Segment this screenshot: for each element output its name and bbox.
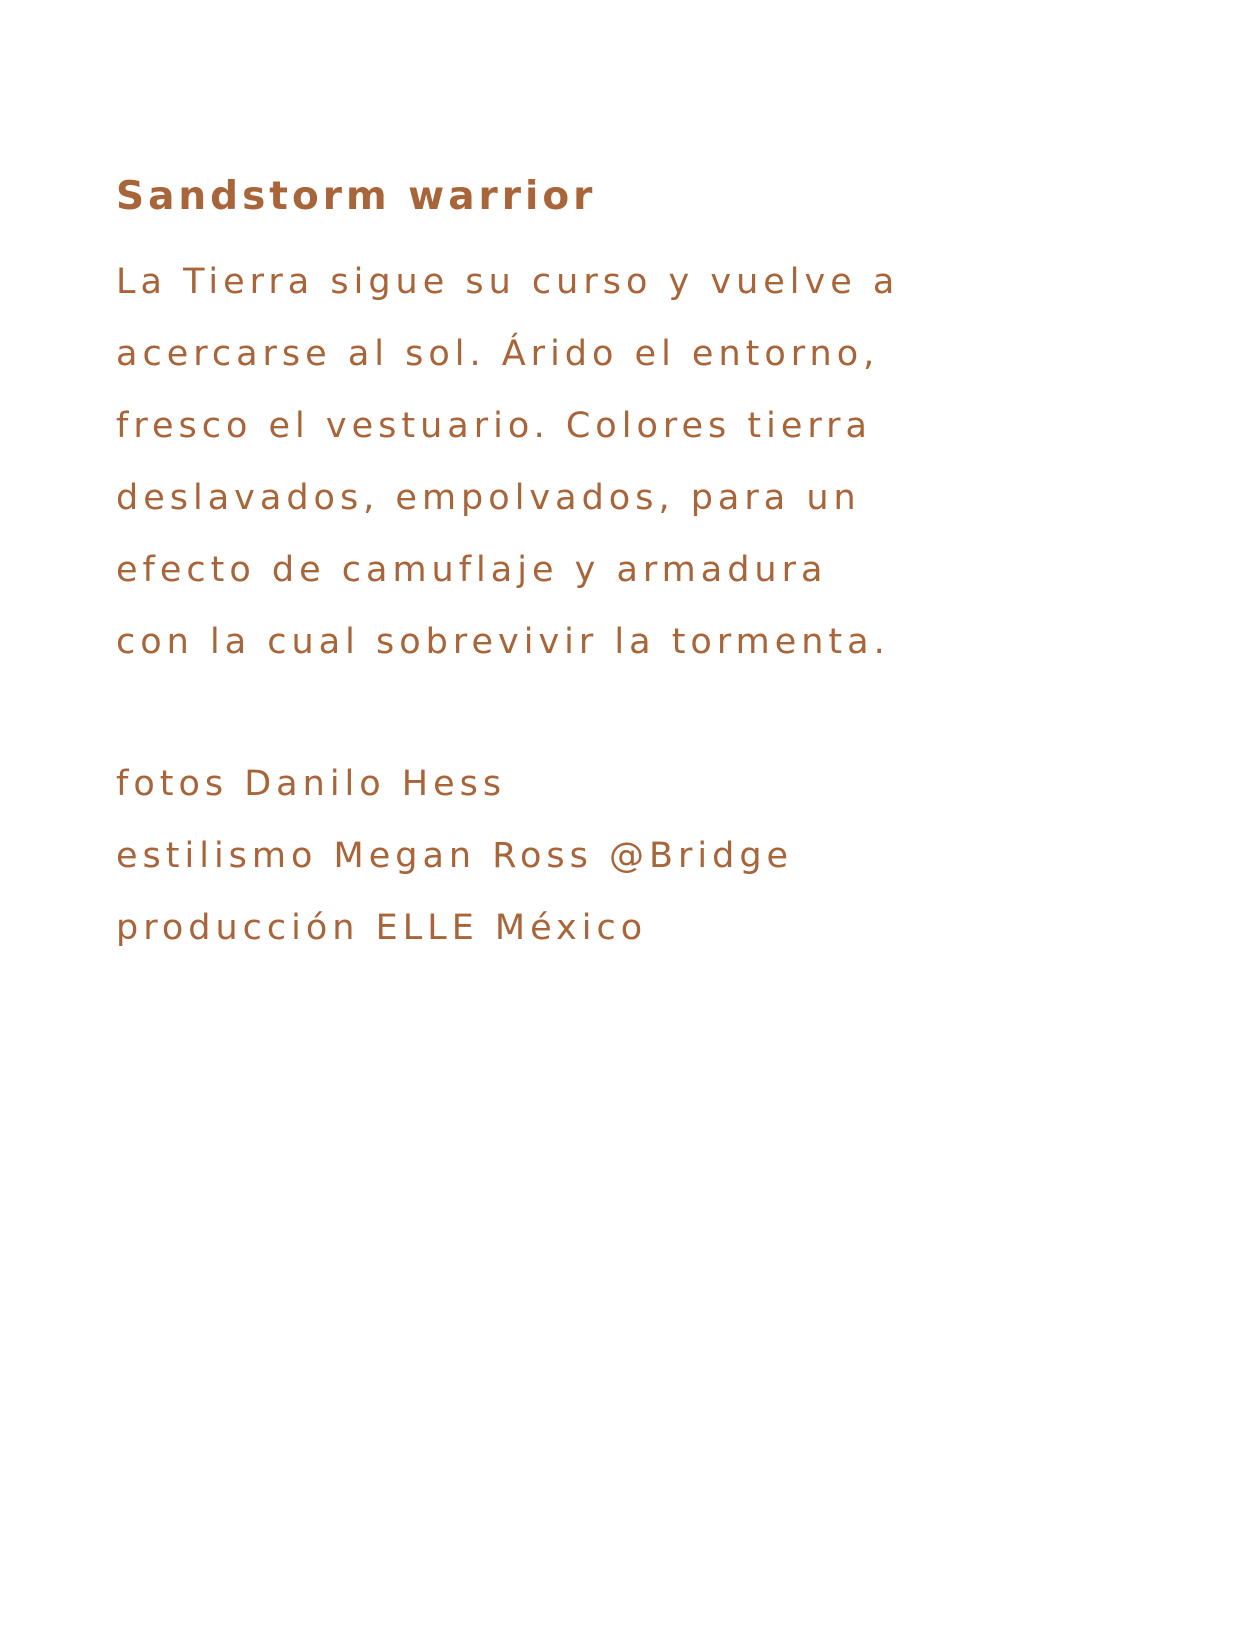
article-text-block (116, 172, 900, 964)
body-line: La Tierra sigue su curso y vuelve a (116, 262, 900, 302)
body-line: fresco el vestuario. Colores tierra (116, 406, 872, 446)
credit-styling: estilismo Megan Ross @Bridge (116, 836, 794, 876)
body-line: con la cual sobrevivir la tormenta. (116, 622, 890, 662)
article-body (116, 246, 900, 678)
body-line: efecto de camuflaje y armadura (116, 550, 828, 590)
body-line: acercarse al sol. Árido el entorno, (116, 334, 880, 374)
article-title: Sandstorm warrior (116, 174, 597, 219)
body-line: deslavados, empolvados, para un (116, 478, 861, 518)
credit-photos: fotos Danilo Hess (116, 764, 507, 804)
credits (116, 748, 820, 964)
credit-production: producción ELLE México (116, 908, 648, 948)
